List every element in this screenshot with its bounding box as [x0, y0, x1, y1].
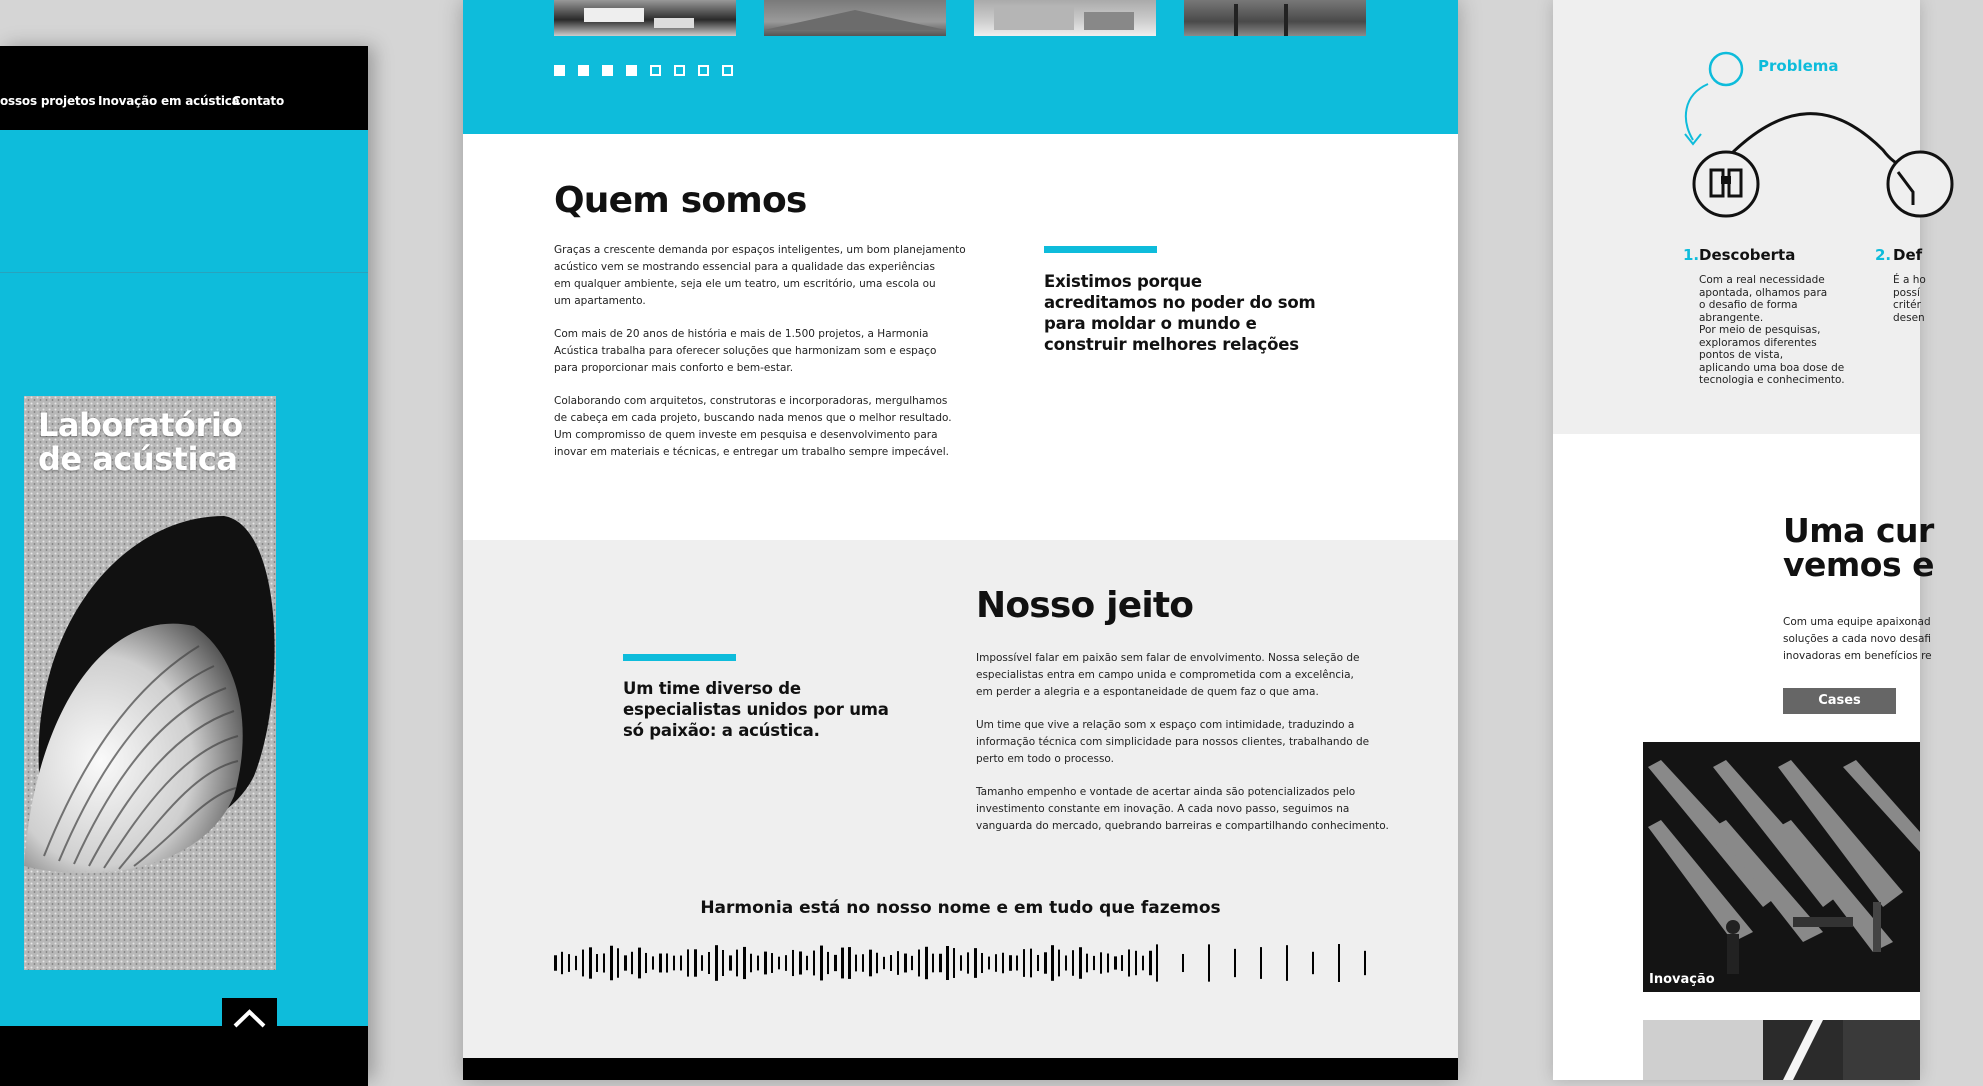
accent-bar — [1044, 246, 1157, 253]
waveform-bar — [813, 951, 815, 976]
section-title-nosso-jeito: Nosso jeito — [976, 585, 1194, 626]
waveform-bar — [1016, 956, 1018, 971]
waveform-bar — [897, 951, 899, 975]
nosso-jeito-text — [976, 650, 1416, 851]
waveform-bar — [687, 949, 689, 976]
waveform-bar — [1009, 955, 1012, 971]
text-line: acústico vem se mostrando essencial para a qualidade das experiências — [554, 261, 935, 273]
text-line: Com mais de 20 anos de história e mais de 1.500 projetos, a Harmonia — [554, 328, 929, 340]
slider-dot[interactable] — [698, 65, 709, 76]
slider-dot[interactable] — [722, 65, 733, 76]
waveform-bar — [932, 954, 934, 973]
slider-dot[interactable] — [674, 65, 685, 76]
project-slider — [463, 0, 1458, 134]
step-number: 1. — [1683, 246, 1700, 264]
text-line: de cabeça em cada projeto, buscando nada menos que o melhor resultado. — [554, 412, 952, 424]
waveform-bar — [1286, 945, 1288, 981]
text-line: investimento constante em inovação. A cada novo passo, seguimos na — [976, 803, 1350, 815]
text-line: vanguarda do mercado, quebrando barreiras e compartilhando conhecimento. — [976, 820, 1389, 832]
waveform-bar — [855, 955, 857, 972]
slider-thumb-2[interactable] — [764, 0, 946, 36]
text-line: Por meio de pesquisas, — [1699, 324, 1821, 336]
text-line: Um time que vive a relação som x espaço com intimidade, traduzindo a — [976, 719, 1355, 731]
lab-card[interactable] — [24, 396, 276, 970]
text-line: Impossível falar em paixão sem falar de envolvimento. Nossa seleção de — [976, 652, 1360, 664]
waveform-bar — [1051, 945, 1054, 981]
slider-dot[interactable] — [554, 65, 565, 76]
waveform-bar — [652, 956, 654, 969]
waveform-bar — [624, 955, 627, 970]
paragraph — [554, 393, 974, 461]
lab-title-line-1: Laboratório — [38, 406, 243, 444]
waveform-bar — [1128, 949, 1130, 976]
nav-link-inovacao[interactable]: Inovação em acústica — [98, 94, 240, 108]
waveform-bar — [869, 950, 872, 977]
quem-somos-text — [554, 242, 974, 477]
section-text — [1783, 614, 1983, 665]
waveform-bar — [820, 946, 823, 981]
waveform-bar — [834, 955, 837, 971]
waveform-bar — [785, 955, 787, 971]
waveform-bar — [848, 947, 851, 979]
waveform-bar — [778, 957, 780, 970]
waveform-bar — [890, 955, 892, 971]
step-number: 2. — [1875, 246, 1892, 264]
waveform-bar — [918, 950, 920, 977]
lab-card-title — [38, 408, 243, 476]
waveform-bar — [1037, 955, 1039, 971]
problem-label: Problema — [1758, 57, 1839, 75]
slider-dot[interactable] — [626, 65, 637, 76]
text-line: apontada, olhamos para — [1699, 286, 1828, 299]
text-line: Tamanho empenho e vontade de acertar ainda são potencializados pelo — [976, 786, 1356, 798]
waveform-bar — [589, 947, 592, 978]
text-line: acreditamos no poder do som — [1044, 293, 1316, 312]
slider-dot[interactable] — [578, 65, 589, 76]
text-line: pontos de vista, — [1699, 349, 1784, 361]
waveform-bar — [1149, 951, 1152, 975]
waveform-bar — [694, 949, 697, 976]
text-line: em perder a alegria e a espontaneidade de quem faz o que ama. — [976, 686, 1319, 698]
waveform-bar — [1338, 944, 1340, 982]
waveform-bar — [862, 954, 864, 972]
waveform-bar — [1044, 952, 1047, 973]
text-line: para moldar o mundo e — [1044, 314, 1257, 333]
left-page-mockup — [0, 46, 368, 1080]
slider-thumb-3[interactable] — [974, 0, 1156, 36]
scroll-to-top-button[interactable] — [222, 998, 277, 1038]
waveform-bar — [995, 954, 997, 972]
text-line: exploramos diferentes — [1699, 336, 1817, 349]
waveform-bar — [680, 956, 682, 971]
process-connector — [1725, 114, 1920, 167]
waveform-bar — [666, 953, 668, 972]
waveform-bar — [911, 956, 913, 970]
waveform-bar — [967, 952, 969, 973]
waveform-bar — [708, 952, 710, 974]
inovacao-label: Inovação — [1649, 972, 1715, 987]
text-line: perto em todo o processo. — [976, 753, 1115, 765]
text-line: um apartamento. — [554, 295, 646, 307]
waveform-bar — [673, 956, 675, 971]
shell-image — [24, 396, 276, 970]
waveform-bar — [799, 951, 802, 974]
waveform-bar — [953, 948, 955, 978]
waveform-bar — [883, 957, 885, 969]
text-line: É a ho — [1893, 274, 1926, 286]
text-line: informação técnica com simplicidade para nossos clientes, trabalhando de — [976, 736, 1370, 748]
waveform-bar — [904, 954, 907, 973]
slider-dot[interactable] — [602, 65, 613, 76]
waveform-bar — [771, 953, 773, 973]
text-line: o desafio de forma — [1699, 299, 1798, 311]
waveform-bar — [659, 954, 662, 973]
text-line: abrangente. — [1699, 311, 1764, 324]
waveform-bar — [736, 950, 738, 977]
paragraph — [976, 650, 1416, 701]
waveform-bar — [1065, 955, 1067, 970]
text-line: desen — [1893, 311, 1925, 324]
section-text-line: inovadoras em benefícios re — [1783, 650, 1932, 662]
inovacao-card[interactable] — [1643, 742, 1920, 992]
section-title-line-1: Uma cur — [1783, 511, 1934, 550]
waveform-bar — [1072, 950, 1074, 976]
text-line: em qualquer ambiente, seja ele um teatro, um escritório, uma escola ou — [554, 278, 936, 290]
waveform-bar — [631, 952, 633, 974]
text-line: Um time diverso de — [623, 679, 801, 698]
nav-link-contato[interactable]: Contato — [232, 94, 285, 108]
text-line: Com a real necessidade — [1699, 274, 1825, 286]
waveform-bar — [1135, 951, 1137, 975]
concert-lights-image — [1643, 742, 1920, 992]
waveform-bar — [1142, 956, 1144, 971]
waveform-bar — [939, 954, 942, 972]
waveform-bar — [960, 955, 962, 970]
waveform-bar — [568, 954, 570, 972]
waveform-bar — [1079, 947, 1082, 979]
paragraph — [554, 326, 974, 377]
waveform-bar — [1208, 944, 1210, 981]
waveform-bar — [1364, 951, 1366, 975]
section-title-uma-cur — [1783, 511, 1934, 584]
waveform-bar — [1107, 953, 1109, 972]
step-definicao-text — [1893, 274, 1933, 324]
waveform-bar — [1100, 952, 1102, 973]
section-text-line: soluções a cada novo desafi — [1783, 633, 1932, 645]
problem-circle-icon — [1710, 53, 1742, 85]
waveform-bar — [729, 955, 732, 970]
left-footer — [0, 1026, 368, 1086]
waveform-bar — [946, 946, 949, 980]
paragraph — [976, 717, 1416, 768]
text-line: critér — [1893, 299, 1921, 311]
text-line: Um compromisso de quem investe em pesquisa e desenvolvimento para — [554, 429, 938, 441]
right-page-mockup — [1553, 0, 1934, 1080]
case-card[interactable] — [1643, 1020, 1920, 1080]
text-line: Graças a crescente demanda por espaços inteligentes, um bom planejamento — [554, 244, 966, 256]
waveform-bar — [841, 948, 844, 979]
text-line: possí — [1893, 286, 1920, 299]
waveform-bar — [827, 952, 829, 974]
paragraph — [976, 784, 1416, 835]
waveform-bar — [722, 950, 724, 976]
step-title-descoberta: Descoberta — [1699, 246, 1796, 264]
text-line: Existimos porque — [1044, 272, 1202, 291]
paragraph — [554, 242, 974, 310]
waveform-bar — [981, 953, 983, 973]
waveform-bar — [1058, 950, 1060, 977]
waveform-bar — [743, 947, 746, 979]
waveform-bar — [750, 954, 752, 973]
waveform-bar — [806, 956, 808, 970]
waveform-bar — [596, 954, 598, 972]
waveform-bar — [988, 957, 990, 970]
waveform-bar — [561, 952, 563, 974]
accent-bar — [623, 654, 736, 661]
waveform-bar — [617, 948, 619, 977]
cases-button[interactable]: Cases — [1783, 688, 1896, 714]
text-line: Colaborando com arquitetos, construtoras e incorporadoras, mergulhamos — [554, 395, 948, 407]
slider-dot[interactable] — [650, 65, 661, 76]
nosso-jeito-quote — [623, 678, 923, 741]
slider-thumb-1[interactable] — [554, 0, 736, 36]
waveform-bar — [554, 955, 557, 970]
sound-waveform — [554, 940, 1369, 986]
waveform-bar — [757, 956, 759, 971]
waveform-bar — [1234, 949, 1236, 977]
text-line: aplicando uma boa dose de — [1699, 361, 1845, 374]
slider-thumb-4[interactable] — [1184, 0, 1366, 36]
waveform-bar — [792, 950, 794, 976]
text-line: Acústica trabalha para oferecer soluções que harmonizam som e espaço — [554, 345, 937, 357]
lab-title-line-2: de acústica — [38, 440, 238, 478]
funnel-icon — [1888, 152, 1952, 216]
waveform-bar — [1093, 956, 1095, 970]
quem-somos-quote — [1044, 271, 1344, 355]
text-line: construir melhores relações — [1044, 335, 1299, 354]
section-title-quem-somos: Quem somos — [554, 180, 807, 221]
waveform-title: Harmonia está no nosso nome e em tudo que fazemos — [700, 898, 1221, 918]
waveform-bar — [645, 953, 647, 973]
waveform-bar — [1114, 956, 1117, 969]
waveform-bar — [1156, 944, 1158, 981]
waveform-bar — [1086, 954, 1088, 973]
waveform-bar — [575, 956, 577, 970]
left-nav-bar — [0, 46, 368, 130]
step-title-definicao: Def — [1893, 246, 1923, 264]
chevron-up-icon — [222, 998, 277, 1038]
step-descoberta-text — [1699, 274, 1849, 387]
waveform-bar — [1182, 954, 1184, 972]
curved-arrow-icon — [1686, 84, 1708, 140]
center-page-mockup — [463, 0, 1458, 1080]
section-title-line-2: vemos e — [1783, 545, 1934, 584]
waveform-bar — [1002, 953, 1004, 974]
text-line: para proporcionar mais conforto e bem-estar. — [554, 362, 794, 374]
waveform-bar — [1260, 947, 1262, 979]
left-hero-band — [0, 130, 368, 273]
process-section — [1553, 0, 1926, 434]
waveform-bar — [1030, 949, 1032, 978]
waveform-bar — [1023, 949, 1025, 977]
waveform-bar — [610, 946, 613, 981]
waveform-bar — [638, 948, 641, 979]
waveform-bar — [925, 947, 928, 979]
waveform-bar — [715, 945, 718, 981]
text-line: especialistas unidos por uma — [623, 700, 889, 719]
waveform-bar — [1312, 952, 1314, 974]
ceiling-image — [1643, 1020, 1920, 1080]
waveform-bar — [603, 953, 605, 972]
waveform-bar — [701, 955, 703, 971]
process-diagram — [1553, 0, 1920, 260]
waveform-bar — [1121, 955, 1123, 971]
section-text-line: Com uma equipe apaixonad — [1783, 616, 1931, 628]
nav-link-projetos[interactable]: ossos projetos — [0, 94, 96, 108]
text-line: só paixão: a acústica. — [623, 721, 820, 740]
waveform-bar — [582, 950, 584, 977]
waveform-bar — [876, 953, 878, 974]
text-line: tecnologia e conhecimento. — [1699, 374, 1845, 386]
text-line: especialistas entra em campo unida e comprometida com a excelência, — [976, 669, 1354, 681]
waveform-bar — [764, 952, 767, 975]
text-line: inovar em materiais e técnicas, e entregar um trabalho sempre impecável. — [554, 446, 949, 458]
waveform-bar — [974, 948, 977, 978]
center-footer — [463, 1058, 1458, 1080]
